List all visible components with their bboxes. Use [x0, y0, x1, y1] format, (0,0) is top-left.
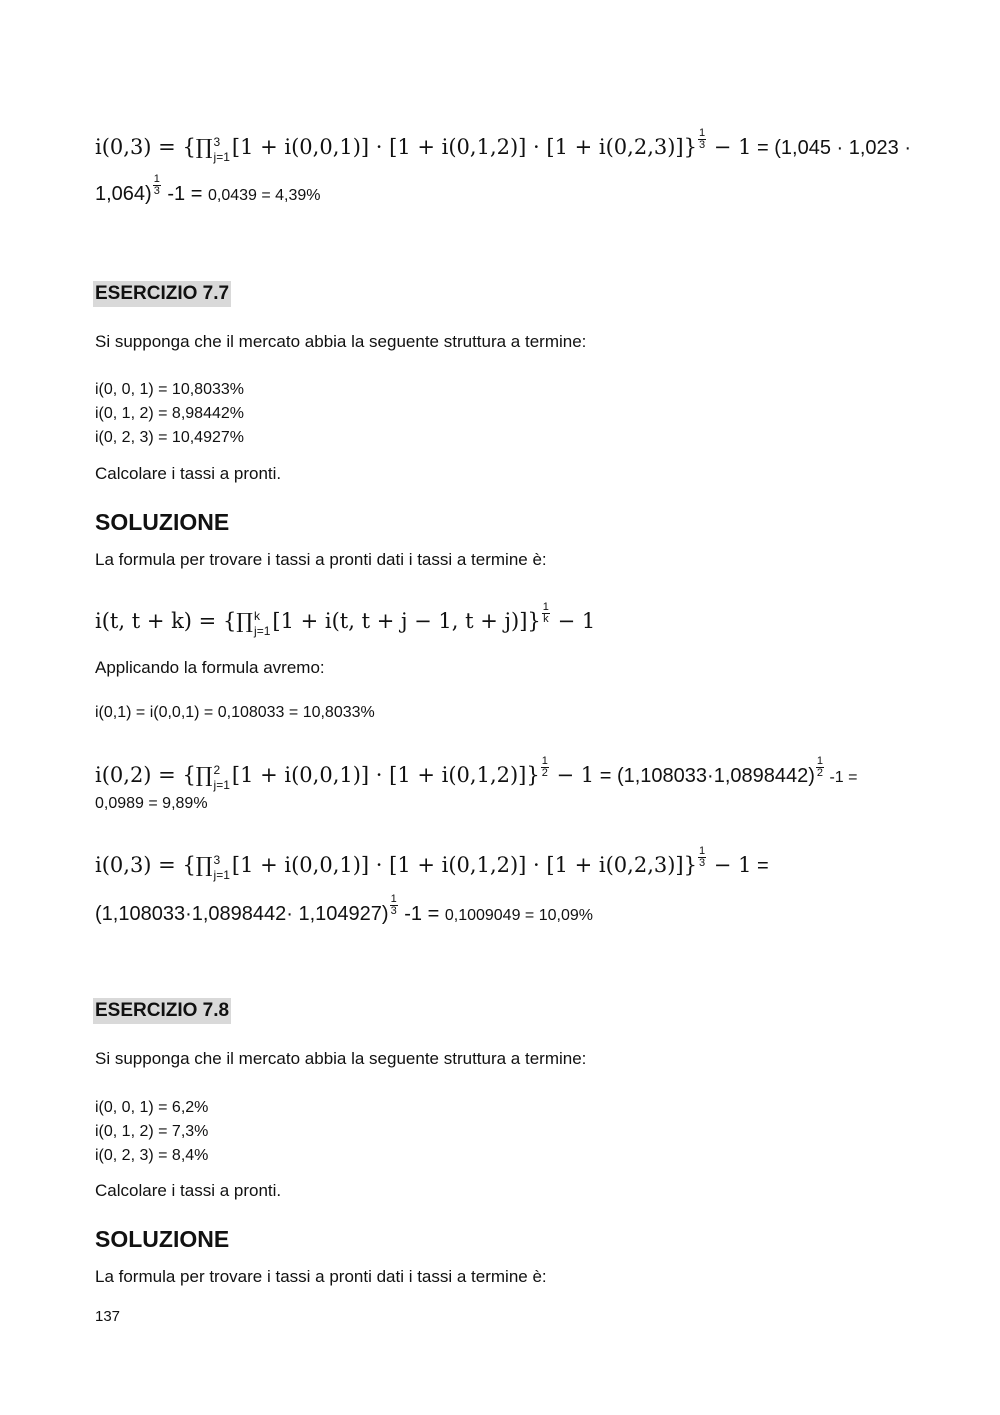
formula-lhs: i(0,3) = {∏	[95, 853, 213, 878]
rate-line: i(0, 0, 1) = 10,8033%	[95, 381, 244, 398]
exercise-heading: ESERCIZIO 7.7	[93, 281, 231, 307]
exponent-fraction: $\frac{1}{k}$	[542, 601, 549, 625]
formula-result: 0,1009049 = 10,09%	[444, 907, 593, 925]
product-limits: 3 j=1	[213, 853, 230, 883]
rate-line: i(0, 1, 2) = 7,3%	[95, 1123, 209, 1140]
formula-i03-top	[95, 128, 911, 163]
result-i02: 0,0989 = 9,89%	[95, 795, 208, 812]
exercise-task: Calcolare i tassi a pronti.	[95, 1181, 282, 1200]
formula-i03	[95, 846, 769, 881]
rate-line: i(0, 2, 3) = 10,4927%	[95, 429, 244, 446]
formula-numeric: -1 =	[825, 769, 858, 787]
formula-numeric: = (1,045 · 1,023 ·	[751, 137, 911, 160]
exercise-heading: ESERCIZIO 7.8	[93, 998, 231, 1024]
product-limits: k j=1	[254, 609, 271, 639]
formula-lhs: i(t, t + k) = {∏	[95, 609, 254, 634]
solution-heading: SOLUZIONE	[95, 509, 230, 535]
result-i01: i(0,1) = i(0,0,1) = 0,108033 = 10,8033%	[95, 704, 375, 721]
exponent-fraction: $\frac{1}{3}$	[390, 893, 397, 917]
exponent-fraction: $\frac{1}{3}$	[153, 173, 160, 197]
rate-line: i(0, 0, 1) = 6,2%	[95, 1099, 209, 1116]
formula-lhs: i(0,2) = {∏	[95, 763, 213, 788]
formula-body: [1 + i(0,0,1)] · [1 + i(0,1,2)] · [1 + i(0,2,3)]}	[231, 853, 697, 878]
exercise-intro: Si supponga che il mercato abbia la seguente struttura a termine:	[95, 332, 587, 351]
formula-numeric: = (1,108033·1,0898442)	[594, 765, 815, 788]
formula-i02	[95, 756, 858, 791]
product-limits: 2 j=1	[213, 763, 230, 793]
formula-body: [1 + i(t, t + j − 1, t + j)]}	[272, 609, 541, 634]
exponent-fraction: $\frac{1}{2}$	[541, 755, 548, 779]
page-number: 137	[95, 1308, 121, 1325]
formula-numeric: -1 =	[398, 903, 445, 926]
formula-minus-one: − 1	[550, 609, 596, 634]
formula-minus-one: − 1	[707, 853, 752, 878]
general-formula	[95, 602, 595, 637]
formula-body: [1 + i(0,0,1)] · [1 + i(0,1,2)]}	[231, 763, 540, 788]
formula-numeric: =	[751, 855, 769, 878]
apply-text: Applicando la formula avremo:	[95, 658, 325, 677]
formula-intro: La formula per trovare i tassi a pronti dati i tassi a termine è:	[95, 550, 547, 569]
formula-body: [1 + i(0,0,1)] · [1 + i(0,1,2)] · [1 + i(0,2,3)]}	[231, 135, 697, 160]
formula-minus-one: − 1	[549, 763, 595, 788]
product-limits: 3 j=1	[213, 135, 230, 165]
formula-numeric: -1 =	[161, 183, 208, 206]
formula-numeric: (1,108033·1,0898442· 1,104927)	[95, 903, 389, 926]
formula-i03-top-line2	[95, 174, 321, 206]
exercise-intro: Si supponga che il mercato abbia la seguente struttura a termine:	[95, 1049, 587, 1068]
exponent-fraction: $\frac{1}{3}$	[699, 845, 706, 869]
formula-lhs: i(0,3) = {∏	[95, 135, 213, 160]
rate-line: i(0, 1, 2) = 8,98442%	[95, 405, 244, 422]
exponent-fraction: $\frac{1}{3}$	[699, 127, 706, 151]
solution-heading: SOLUZIONE	[95, 1226, 230, 1252]
exponent-fraction: $\frac{1}{2}$	[816, 755, 824, 779]
exercise-task: Calcolare i tassi a pronti.	[95, 464, 282, 483]
formula-numeric: 1,064)	[95, 183, 152, 206]
rate-line: i(0, 2, 3) = 8,4%	[95, 1147, 209, 1164]
formula-intro: La formula per trovare i tassi a pronti dati i tassi a termine è:	[95, 1267, 547, 1286]
formula-minus-one: − 1	[707, 135, 752, 160]
formula-i03-line2	[95, 894, 593, 926]
formula-result: 0,0439 = 4,39%	[207, 187, 321, 205]
